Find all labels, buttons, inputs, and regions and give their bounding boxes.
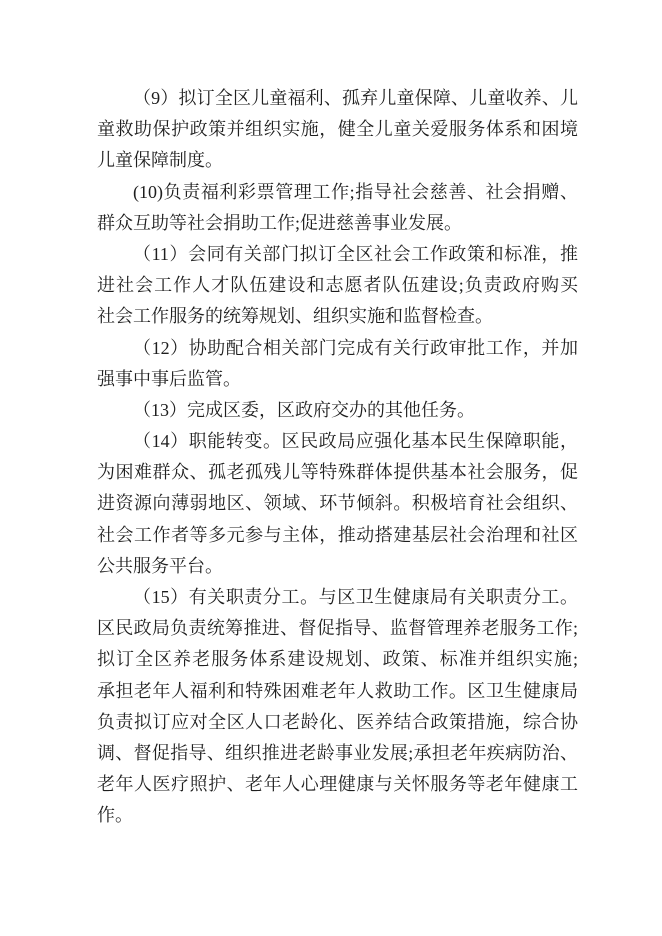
text-line: 区民政局负责统筹推进、督促指导、监督管理养老服务工作; (97, 618, 578, 639)
text-line: 社会工作服务的统筹规划、组织实施和监督检查。 (97, 306, 493, 327)
text-line: （9）拟订全区儿童福利、孤弃儿童保障、儿童收养、儿 (133, 88, 578, 108)
text-line: （12）协助配合相关部门完成有关行政审批工作，并加 (133, 337, 578, 358)
text-line: 童救助保护政策并组织实施，健全儿童关爱服务体系和困境 (97, 119, 578, 140)
text-line: 老年人医疗照护、老年人心理健康与关怀服务等老年健康工 (97, 774, 578, 795)
text-line: 儿童保障制度。 (97, 150, 223, 171)
text-line: 作。 (97, 805, 133, 826)
text-line: 群众互助等社会捐助工作;促进慈善事业发展。 (97, 212, 462, 233)
text-line: 拟订全区养老服务体系建设规划、政策、标准并组织实施; (97, 649, 578, 670)
text-line: 承担老年人福利和特殊困难老年人救助工作。区卫生健康局 (97, 680, 578, 701)
text-line: 负责拟订应对全区人口老龄化、医养结合政策措施，综合协 (97, 711, 578, 732)
paragraph-11 (97, 239, 578, 333)
document-body (97, 83, 578, 832)
text-line: 社会工作者等多元参与主体，推动搭建基层社会治理和社区 (97, 524, 578, 545)
text-line: （11）会同有关部门拟订全区社会工作政策和标准，推 (133, 243, 578, 264)
text-line: 为困难群众、孤老孤残儿等特殊群体提供基本社会服务，促 (97, 462, 578, 483)
text-line: （14）职能转变。区民政局应强化基本民生保障职能， (133, 431, 578, 452)
paragraph-14 (97, 426, 578, 582)
text-line: （15）有关职责分工。与区卫生健康局有关职责分工。 (133, 587, 578, 607)
paragraph-13 (97, 395, 578, 426)
paragraph-15 (97, 582, 578, 832)
text-line: 强事中事后监管。 (97, 368, 241, 389)
text-line: 公共服务平台。 (97, 555, 223, 576)
text-line: （13）完成区委，区政府交办的其他任务。 (133, 399, 475, 420)
text-line: (10)负责福利彩票管理工作;指导社会慈善、社会捐赠、 (133, 181, 578, 202)
paragraph-10 (97, 177, 578, 239)
paragraph-9 (97, 83, 578, 177)
paragraph-12 (97, 333, 578, 395)
text-line: 调、督促指导、组织推进老龄事业发展;承担老年疾病防治、 (97, 742, 578, 763)
text-line: 进社会工作人才队伍建设和志愿者队伍建设;负责政府购买 (97, 275, 578, 296)
text-line: 进资源向薄弱地区、领域、环节倾斜。积极培育社会组织、 (97, 493, 578, 514)
